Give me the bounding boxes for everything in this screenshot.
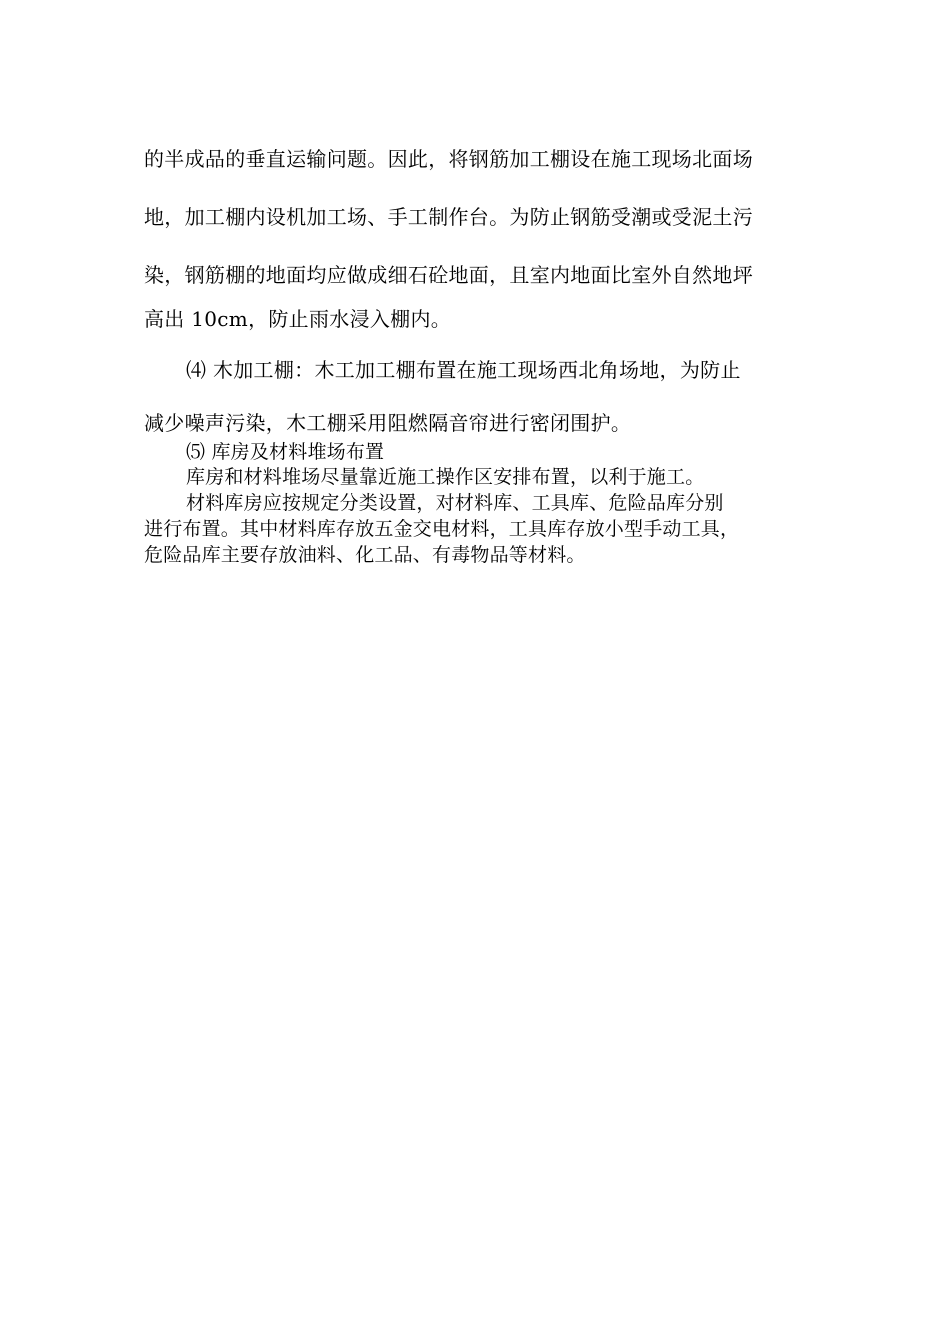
paragraph-2-line-1: ⑷ 木加工棚：木工加工棚布置在施工现场西北角场地，为防止 (186, 358, 741, 382)
paragraph-1-line-2: 地，加工棚内设机加工场、手工制作台。为防止钢筋受潮或受泥土污 (144, 205, 753, 229)
section-heading-5: ⑸ 库房及材料堆场布置 (186, 441, 385, 463)
paragraph-4-line-3: 危险品库主要存放油料、化工品、有毒物品等材料。 (144, 544, 586, 566)
paragraph-3: 库房和材料堆场尽量靠近施工操作区安排布置，以利于施工。 (186, 466, 705, 488)
paragraph-1-line-4: 高出 10cm，防止雨水浸入棚内。 (144, 307, 452, 331)
paragraph-4-line-1: 材料库房应按规定分类设置，对材料库、工具库、危险品库分别 (186, 492, 724, 514)
paragraph-4-line-2: 进行布置。其中材料库存放五金交电材料，工具库存放小型手动工具， (144, 518, 740, 540)
paragraph-1-line-3: 染，钢筋棚的地面均应做成细石砼地面，且室内地面比室外自然地坪 (144, 263, 753, 287)
paragraph-1-line-1: 的半成品的垂直运输问题。因此，将钢筋加工棚设在施工现场北面场 (144, 147, 753, 171)
paragraph-2-line-2: 减少噪声污染，木工棚采用阻燃隔音帘进行密闭围护。 (144, 411, 632, 435)
